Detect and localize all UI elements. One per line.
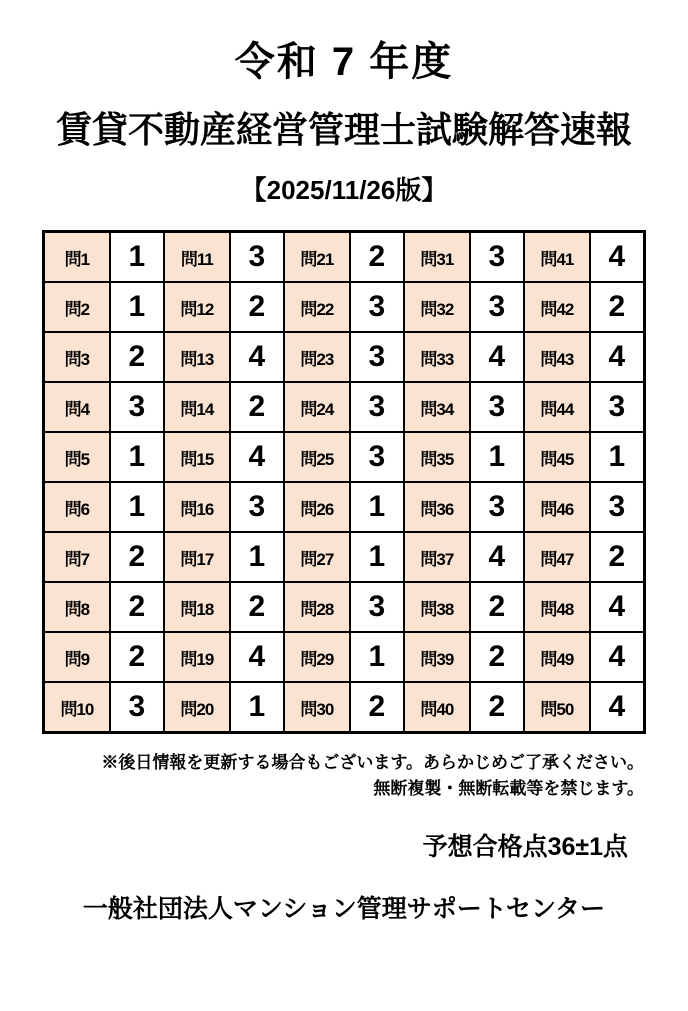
question-answer: 2	[470, 632, 524, 682]
question-label: 問3	[44, 332, 110, 382]
question-label: 問31	[404, 232, 470, 283]
page-title-year: 令和 7 年度	[234, 40, 454, 84]
question-answer: 1	[110, 482, 164, 532]
table-row	[44, 232, 645, 283]
question-answer: 2	[470, 582, 524, 632]
question-answer: 3	[350, 332, 404, 382]
question-label: 問48	[524, 582, 590, 632]
question-label: 問46	[524, 482, 590, 532]
question-answer: 2	[230, 382, 284, 432]
page-title-version: 【2025/11/26版】	[240, 174, 448, 205]
question-answer: 1	[230, 532, 284, 582]
question-label: 問43	[524, 332, 590, 382]
question-answer: 3	[230, 232, 284, 283]
question-answer: 2	[110, 332, 164, 382]
question-answer: 4	[590, 332, 645, 382]
question-label: 問32	[404, 282, 470, 332]
question-answer: 1	[110, 282, 164, 332]
question-label: 問7	[44, 532, 110, 582]
question-label: 問26	[284, 482, 350, 532]
question-label: 問50	[524, 682, 590, 733]
question-label: 問4	[44, 382, 110, 432]
question-answer: 3	[470, 282, 524, 332]
question-answer: 2	[590, 282, 645, 332]
question-answer: 3	[590, 482, 645, 532]
question-answer: 2	[350, 682, 404, 733]
table-row	[44, 682, 645, 733]
question-label: 問33	[404, 332, 470, 382]
question-answer: 1	[110, 232, 164, 283]
question-label: 問17	[164, 532, 230, 582]
question-answer: 4	[230, 632, 284, 682]
question-answer: 3	[470, 232, 524, 283]
question-label: 問28	[284, 582, 350, 632]
answer-sheet-page	[0, 40, 688, 1011]
predicted-pass-score: 予想合格点36±1点	[422, 833, 628, 862]
question-answer: 4	[470, 332, 524, 382]
question-label: 問1	[44, 232, 110, 283]
question-answer: 3	[110, 382, 164, 432]
question-answer: 2	[230, 282, 284, 332]
question-answer: 2	[470, 682, 524, 733]
question-answer: 3	[590, 382, 645, 432]
table-row	[44, 632, 645, 682]
question-label: 問2	[44, 282, 110, 332]
question-answer: 4	[590, 232, 645, 283]
answer-table-container	[42, 230, 646, 734]
question-label: 問39	[404, 632, 470, 682]
question-answer: 1	[350, 632, 404, 682]
question-label: 問49	[524, 632, 590, 682]
question-label: 問30	[284, 682, 350, 733]
question-label: 問42	[524, 282, 590, 332]
question-label: 問19	[164, 632, 230, 682]
table-row	[44, 482, 645, 532]
question-answer: 1	[470, 432, 524, 482]
question-label: 問40	[404, 682, 470, 733]
question-answer: 2	[350, 232, 404, 283]
question-label: 問8	[44, 582, 110, 632]
question-label: 問38	[404, 582, 470, 632]
question-label: 問45	[524, 432, 590, 482]
question-answer: 3	[350, 282, 404, 332]
table-row	[44, 382, 645, 432]
question-label: 問15	[164, 432, 230, 482]
question-answer: 4	[590, 632, 645, 682]
question-label: 問23	[284, 332, 350, 382]
question-answer: 3	[350, 582, 404, 632]
question-label: 問24	[284, 382, 350, 432]
question-label: 問36	[404, 482, 470, 532]
note-line-copyright: 無断複製・無断転載等を禁じます。	[373, 778, 644, 798]
question-label: 問11	[164, 232, 230, 283]
question-label: 問34	[404, 382, 470, 432]
question-answer: 2	[230, 582, 284, 632]
question-answer: 1	[350, 482, 404, 532]
question-answer: 1	[350, 532, 404, 582]
question-answer: 4	[470, 532, 524, 582]
question-label: 問6	[44, 482, 110, 532]
question-label: 問27	[284, 532, 350, 582]
question-answer: 1	[230, 682, 284, 733]
table-row	[44, 332, 645, 382]
table-row	[44, 432, 645, 482]
question-label: 問37	[404, 532, 470, 582]
question-label: 問29	[284, 632, 350, 682]
table-row	[44, 282, 645, 332]
question-label: 問18	[164, 582, 230, 632]
question-label: 問5	[44, 432, 110, 482]
answer-table	[42, 230, 646, 734]
question-label: 問44	[524, 382, 590, 432]
question-label: 問35	[404, 432, 470, 482]
organization-name: 一般社団法人マンション管理サポートセンター	[82, 895, 606, 924]
question-answer: 4	[230, 432, 284, 482]
question-answer: 3	[350, 432, 404, 482]
question-answer: 1	[110, 432, 164, 482]
question-answer: 3	[230, 482, 284, 532]
question-answer: 4	[230, 332, 284, 382]
question-label: 問13	[164, 332, 230, 382]
question-label: 問41	[524, 232, 590, 283]
page-title-main: 賃貸不動産経営管理士試験解答速報	[55, 109, 632, 150]
question-answer: 4	[590, 682, 645, 733]
question-label: 問25	[284, 432, 350, 482]
question-label: 問9	[44, 632, 110, 682]
question-answer: 3	[350, 382, 404, 432]
question-answer: 3	[110, 682, 164, 733]
table-row	[44, 582, 645, 632]
question-label: 問47	[524, 532, 590, 582]
question-answer: 1	[590, 432, 645, 482]
table-row	[44, 532, 645, 582]
question-label: 問14	[164, 382, 230, 432]
question-label: 問12	[164, 282, 230, 332]
question-answer: 2	[110, 532, 164, 582]
question-answer: 2	[110, 632, 164, 682]
question-answer: 2	[590, 532, 645, 582]
question-label: 問10	[44, 682, 110, 733]
question-answer: 2	[110, 582, 164, 632]
question-answer: 3	[470, 382, 524, 432]
question-label: 問21	[284, 232, 350, 283]
question-answer: 4	[590, 582, 645, 632]
note-line-update: ※後日情報を更新する場合もございます。あらかじめご了承ください。	[101, 753, 644, 773]
question-label: 問22	[284, 282, 350, 332]
question-label: 問20	[164, 682, 230, 733]
notes-block	[0, 750, 688, 801]
question-label: 問16	[164, 482, 230, 532]
question-answer: 3	[470, 482, 524, 532]
